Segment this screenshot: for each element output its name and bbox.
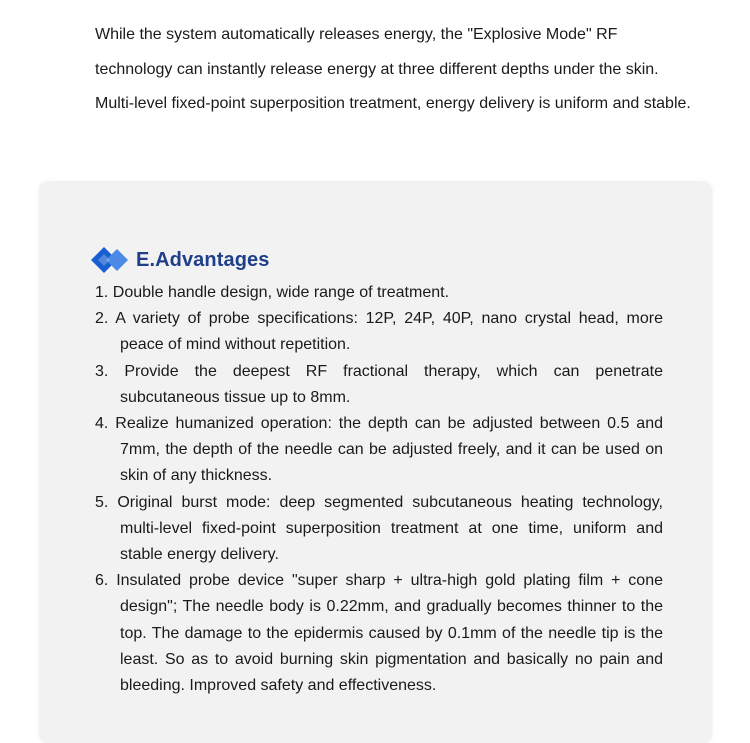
section-title: E.Advantages (136, 248, 270, 271)
list-item: 1. Double handle design, wide range of treatment. (95, 284, 450, 301)
list-item: 4. Realize humanized operation: the depth can be adjusted between 0.5 and 7mm, the depth of the needle can be adjusted freely, and it can be used on skin of any thickness. (95, 415, 663, 485)
list-item: 5. Original burst mode: deep segmented subcutaneous heating technology, multi-level fixed-point superposition treatment at one time, uniform and stable energy delivery. (95, 493, 663, 564)
list-item: 2. A variety of probe specifications: 12P, 24P, 40P, nano crystal head, more peace of mind without repetition. (95, 310, 663, 354)
list-item: 6. Insulated probe device "super sharp + ultra-high gold plating film + cone design"; The needle body is 0.22mm, and gradually becomes thinner to the top. The damage to the epidermis caused by 0.1mm of the needle tip is the least. So as to avoid burning skin pigmentation and basically no pain and bleeding. Improved safety and effectiveness. (95, 572, 663, 695)
advantages-list (95, 280, 663, 699)
intro-paragraph: While the system automatically releases energy, the "Explosive Mode" RF technology can instantly release energy at three different depths under the skin. Multi-level fixed-point superposition treatment, energy delivery is uniform and stable. (95, 26, 691, 112)
list-item: 3. Provide the deepest RF fractional therapy, which can penetrate subcutaneous tissue up to 8mm. (95, 362, 663, 406)
advantages-card (40, 183, 711, 743)
section-header (91, 245, 269, 275)
diamond-icon (91, 245, 131, 275)
